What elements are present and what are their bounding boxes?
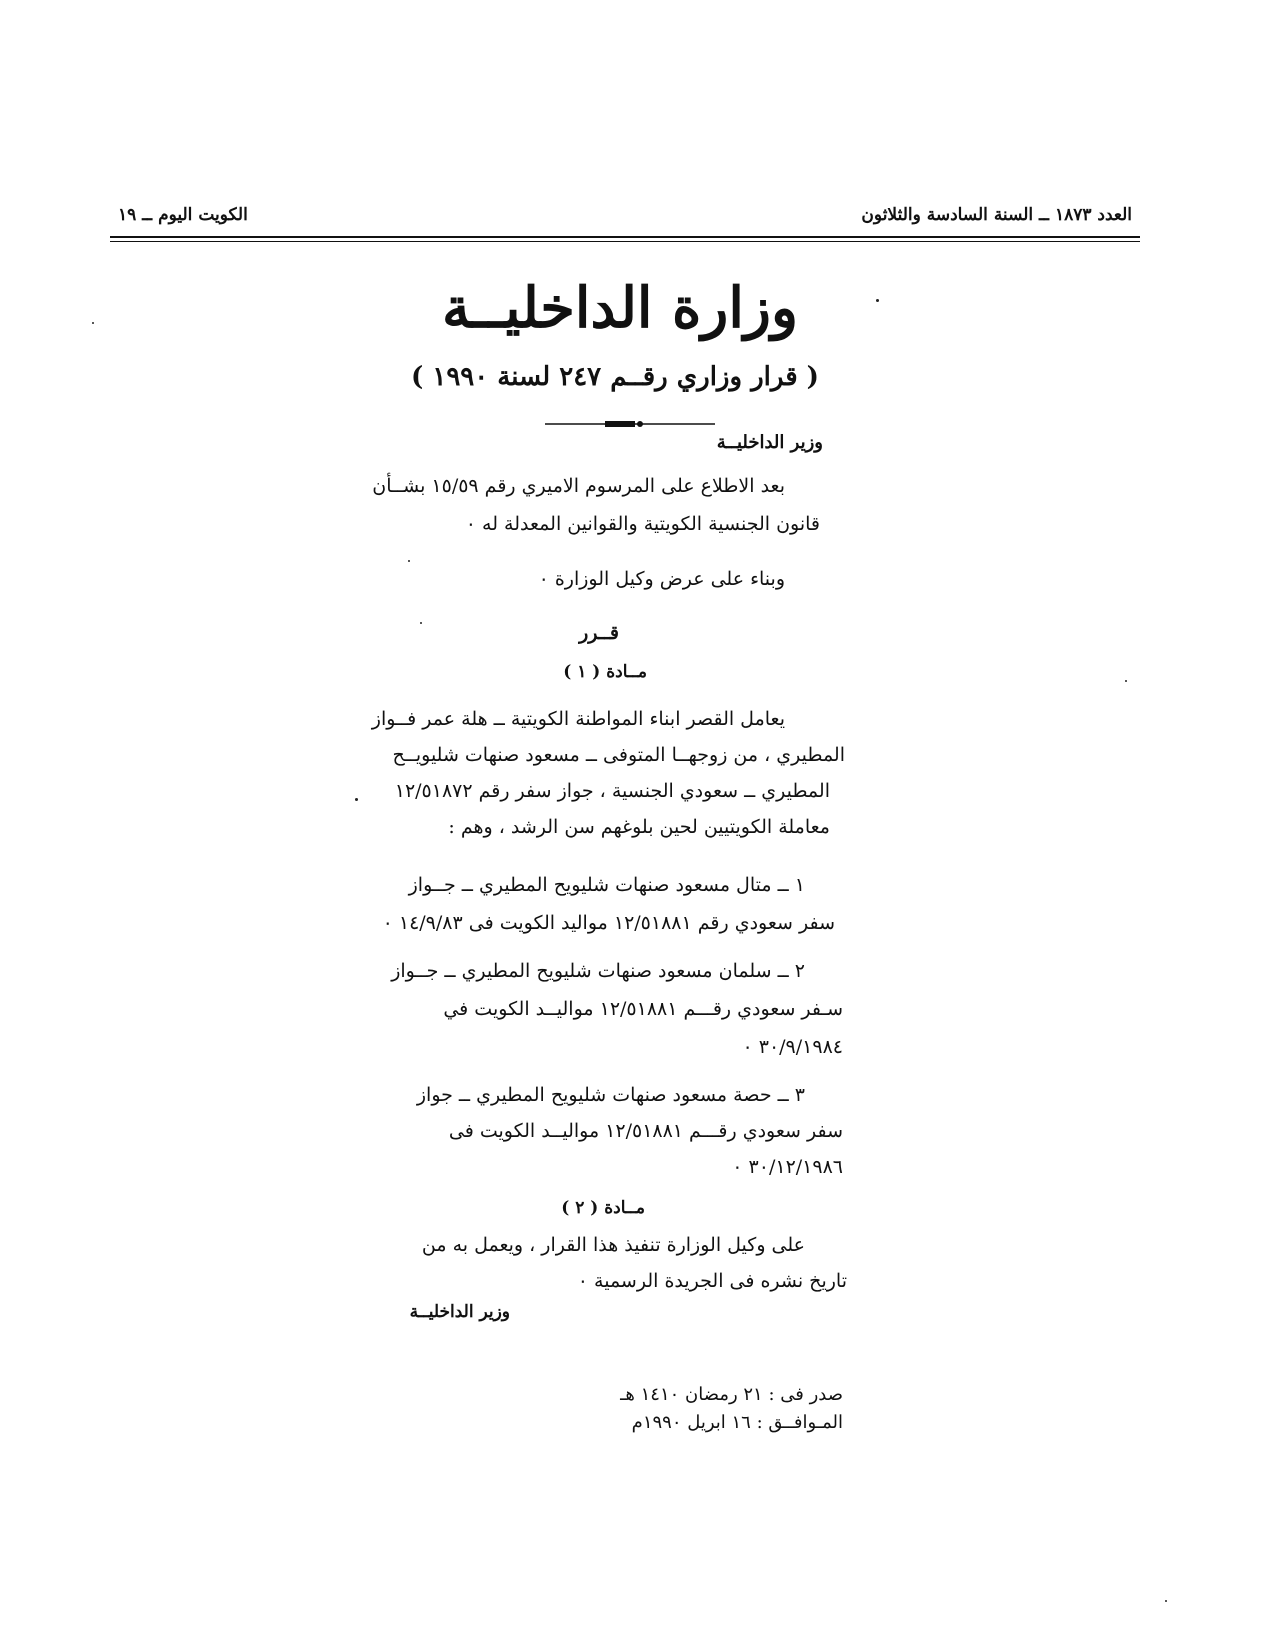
article-2-line-1: على وكيل الوزارة تنفيذ هذا القرار ، ويعمل به من (421, 1234, 805, 1256)
scan-speck (1165, 1600, 1167, 1602)
item-1-line-1: ١ ــ متال مسعود صنهات شليويح المطيري ــ جــواز (408, 874, 805, 896)
item-2-line-2: سـفر سعودي رقـــم ١٢/٥١٨٨١ مواليــد الكويت في (443, 998, 843, 1020)
scan-speck (408, 560, 410, 562)
item-3-line-3: ٣٠/١٢/١٩٨٦ ٠ (732, 1156, 843, 1178)
scan-speck (876, 299, 879, 302)
preamble-line-3: وبناء على عرض وكيل الوزارة ٠ (538, 568, 785, 590)
item-3-line-2: سفر سعودي رقـــم ١٢/٥١٨٨١ مواليــد الكويت فى (448, 1120, 843, 1142)
item-1-line-2: سفر سعودي رقم ١٢/٥١٨٨١ مواليد الكويت فى ١٤/٩/٨٣ ٠ (382, 912, 835, 934)
header-rule-thick (110, 236, 1140, 238)
page-header (110, 205, 1140, 233)
scan-speck (92, 322, 94, 324)
article-1-line-1: يعامل القصر ابناء المواطنة الكويتية ــ هلة عمر فــواز (371, 708, 785, 730)
preamble-line-1: بعد الاطلاع على المرسوم الاميري رقم ١٥/٥٩ بشــأن (372, 475, 785, 497)
issued-date: صدر فى : ٢١ رمضان ١٤١٠ هـ (620, 1384, 843, 1405)
item-3-line-1: ٣ ــ حصة مسعود صنهات شليويح المطيري ــ جواز (416, 1084, 805, 1106)
article-1-heading: مــادة ( ١ ) (563, 662, 647, 682)
article-1-line-3: المطيري ــ سعودي الجنسية ، جواز سفر رقم ١٢/٥١٨٧٢ (394, 780, 830, 802)
item-2-line-3: ٣٠/٩/١٩٨٤ ٠ (742, 1036, 843, 1058)
issue-number-line: العدد ١٨٧٣ ــ السنة السادسة والثلاثون (861, 205, 1132, 225)
preamble-line-2: قانون الجنسية الكويتية والقوانين المعدلة له ٠ (465, 513, 820, 535)
article-2-heading: مــادة ( ٢ ) (561, 1198, 645, 1218)
ornament-divider (545, 418, 715, 430)
decree-title: ( قرار وزاري رقــم ٢٤٧ لسنة ١٩٩٠ ) (411, 362, 819, 392)
item-2-line-1: ٢ ــ سلمان مسعود صنهات شليويح المطيري ــ جــواز (391, 960, 805, 982)
paper-name-page-number: الكويت اليوم ــ ١٩ (118, 205, 248, 225)
scan-speck (1125, 680, 1127, 682)
article-1-line-4: معاملة الكويتيين لحين بلوغهم سن الرشد ، وهم : (448, 816, 830, 838)
scan-speck (355, 798, 358, 801)
header-rule-thin (110, 241, 1140, 242)
article-2-line-2: تاريخ نشره فى الجريدة الرسمية ٠ (577, 1270, 847, 1292)
corresponding-date: المـوافــق : ١٦ ابريل ١٩٩٠م (631, 1412, 843, 1433)
scan-speck (420, 622, 422, 624)
minister-signature: وزير الداخليــة (409, 1302, 510, 1322)
ministry-title: وزارة الداخليــة (442, 275, 798, 341)
decided-heading: قــرر (579, 622, 619, 644)
minister-heading: وزير الداخليــة (716, 432, 823, 453)
article-1-line-2: المطيري ، من زوجهــا المتوفى ــ مسعود صنهات شليويــح (392, 744, 845, 766)
